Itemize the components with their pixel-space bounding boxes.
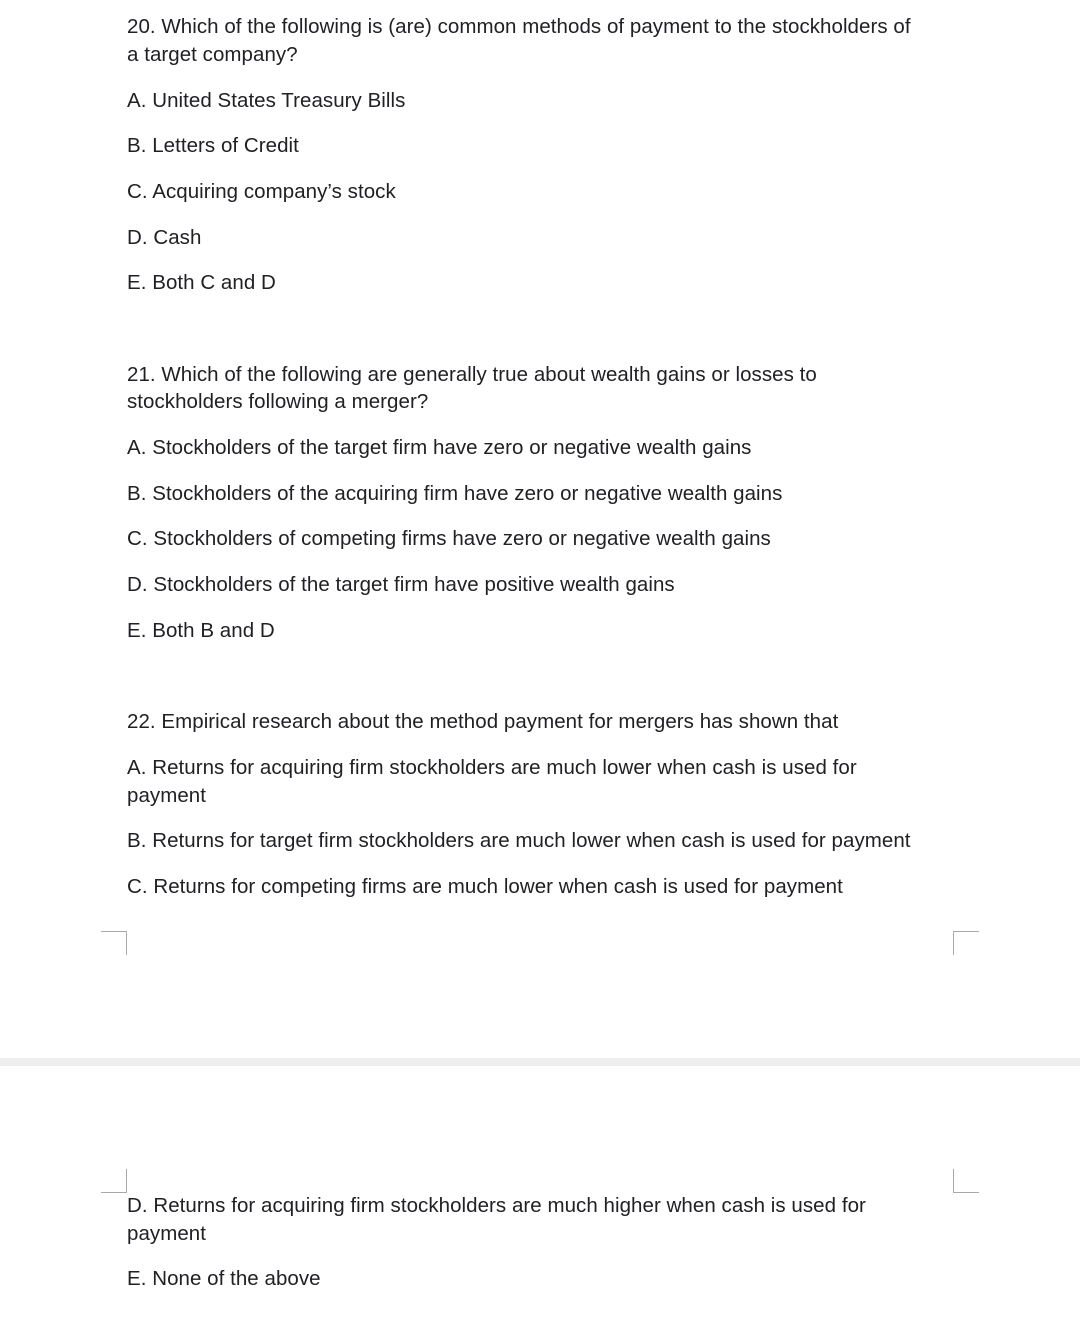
question-21-option-d: D. Stockholders of the target firm have positive wealth gains: [127, 573, 675, 596]
question-22-stem: 22. Empirical research about the method payment for mergers has shown that: [127, 710, 839, 733]
margin-corner-mark-top-right: [953, 931, 979, 955]
question-22-option-c: C. Returns for competing firms are much lower when cash is used for payment: [127, 875, 843, 898]
question-21-stem: 21. Which of the following are generally true about wealth gains or losses to: [127, 363, 817, 386]
question-20-stem-continued: a target company?: [127, 43, 298, 66]
question-22-option-a-continued: payment: [127, 784, 206, 807]
question-20-option-c: C. Acquiring company’s stock: [127, 180, 396, 203]
margin-corner-mark-bottom-left: [101, 1169, 127, 1193]
question-20-option-a: A. United States Treasury Bills: [127, 89, 406, 112]
document-page-2: [0, 1066, 1080, 1321]
question-21-option-c: C. Stockholders of competing firms have zero or negative wealth gains: [127, 527, 771, 550]
margin-corner-mark-top-left: [101, 931, 127, 955]
question-22-option-d: D. Returns for acquiring firm stockholders are much higher when cash is used for: [127, 1194, 866, 1217]
page-break-divider: [0, 1058, 1080, 1066]
question-20-option-b: B. Letters of Credit: [127, 134, 299, 157]
question-20-stem: 20. Which of the following is (are) common methods of payment to the stockholders of: [127, 15, 911, 38]
question-21-stem-continued: stockholders following a merger?: [127, 390, 429, 413]
question-22-option-e: E. None of the above: [127, 1267, 321, 1290]
question-20-option-d: D. Cash: [127, 226, 202, 249]
question-21-option-a: A. Stockholders of the target firm have zero or negative wealth gains: [127, 436, 752, 459]
question-22-option-a: A. Returns for acquiring firm stockholders are much lower when cash is used for: [127, 756, 857, 779]
question-21-option-e: E. Both B and D: [127, 619, 275, 642]
question-20-option-e: E. Both C and D: [127, 271, 276, 294]
question-22-option-d-continued: payment: [127, 1222, 206, 1245]
margin-corner-mark-bottom-right: [953, 1169, 979, 1193]
question-21-option-b: B. Stockholders of the acquiring firm have zero or negative wealth gains: [127, 482, 783, 505]
question-22-option-b: B. Returns for target firm stockholders are much lower when cash is used for payment: [127, 829, 911, 852]
